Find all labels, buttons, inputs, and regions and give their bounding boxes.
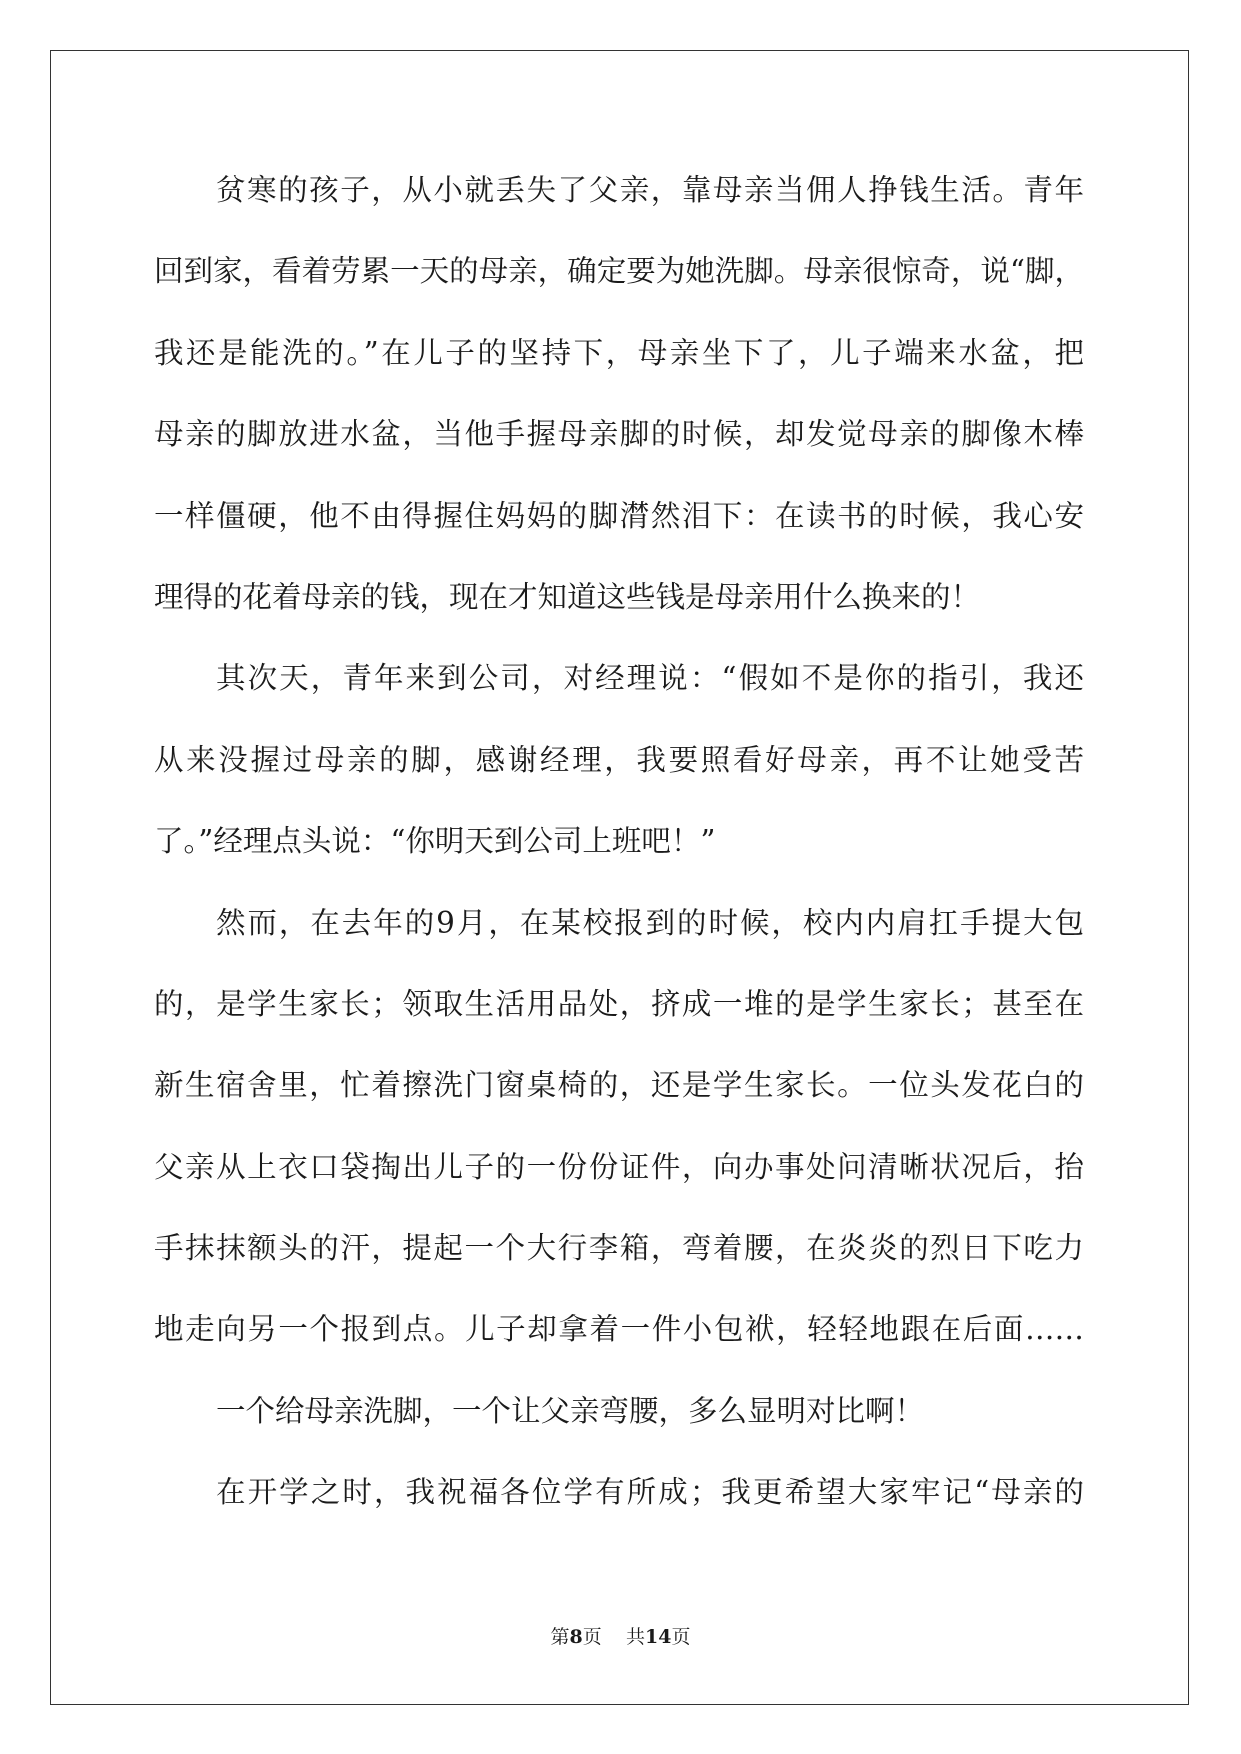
current-page-number: 8 <box>569 1626 583 1648</box>
document-body <box>154 162 1084 1546</box>
page-footer <box>0 1622 1241 1649</box>
text-line: 手抹抹额头的汗，提起一个大行李箱，弯着腰，在炎炎的烈日下吃力 <box>154 1231 1084 1266</box>
total-page-count: 14 <box>644 1626 672 1648</box>
text-line: 的，是学生家长；领取生活用品处，挤成一堆的是学生家长；甚至在 <box>154 986 1084 1021</box>
text-line: 一样僵硬，他不由得握住妈妈的脚潸然泪下：在读书的时候，我心安 <box>154 498 1084 533</box>
text-line: 一个给母亲洗脚，一个让父亲弯腰，多么显明对比啊！ <box>216 1393 925 1428</box>
text-line: 了。”经理点头说：“你明天到公司上班吧！” <box>154 824 716 859</box>
footer-total-suffix: 页 <box>671 1626 691 1648</box>
text-line: 母亲的脚放进水盆，当他手握母亲脚的时候，却发觉母亲的脚像木棒 <box>154 417 1084 452</box>
text-line: 然而，在去年的9月，在某校报到的时候，校内内肩扛手提大包 <box>216 905 1084 940</box>
text-line: 我还是能洗的。”在儿子的坚持下，母亲坐下了，儿子端来水盆，把 <box>154 335 1084 370</box>
text-line: 父亲从上衣口袋掏出儿子的一份份证件，向办事处问清晰状况后，抬 <box>154 1149 1084 1184</box>
text-line: 其次天，青年来到公司，对经理说：“假如不是你的指引，我还 <box>216 661 1084 696</box>
text-line: 理得的花着母亲的钱，现在才知道这些钱是母亲用什么换来的！ <box>154 579 981 614</box>
footer-page-suffix: 页 <box>582 1626 602 1648</box>
footer-total-prefix: 共 <box>625 1626 645 1648</box>
footer-prefix: 第 <box>550 1626 570 1648</box>
text-line: 回到家，看着劳累一天的母亲，确定要为她洗脚。母亲很惊奇，说“脚， <box>154 254 1084 289</box>
text-line: 从来没握过母亲的脚，感谢经理，我要照看好母亲，再不让她受苦 <box>154 742 1084 777</box>
text-line: 贫寒的孩子，从小就丢失了父亲，靠母亲当佣人挣钱生活。青年 <box>216 173 1084 207</box>
text-line: 在开学之时，我祝福各位学有所成；我更希望大家牢记“母亲的 <box>216 1475 1084 1510</box>
text-line: 地走向另一个报到点。儿子却拿着一件小包袱，轻轻地跟在后面…… <box>154 1312 1084 1347</box>
text-line: 新生宿舍里，忙着擦洗门窗桌椅的，还是学生家长。一位头发花白的 <box>154 1068 1084 1103</box>
